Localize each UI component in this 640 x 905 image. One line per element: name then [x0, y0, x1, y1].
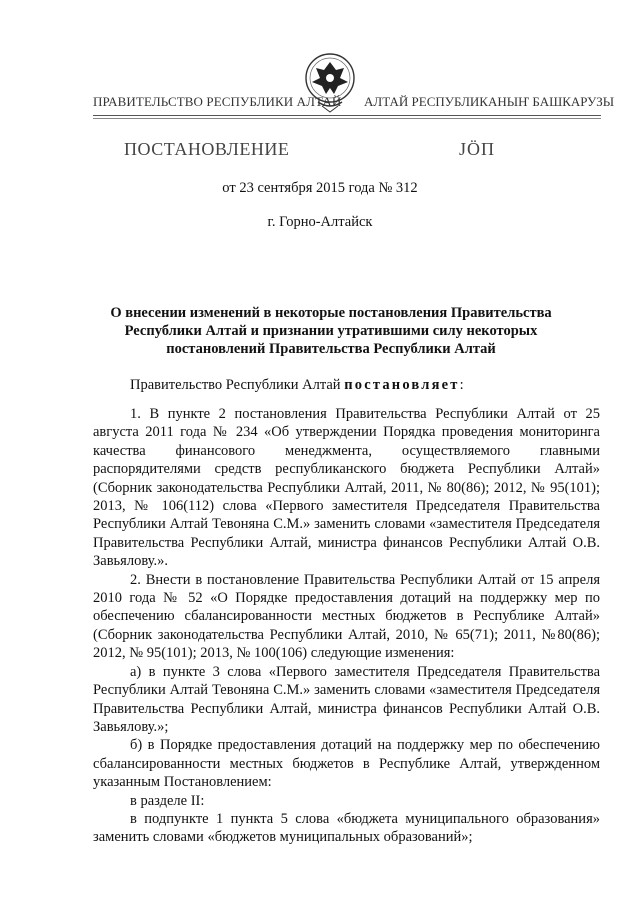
government-name-altai: АЛТАЙ РЕСПУБЛИКАНЫҤ БАШКАРУЗЫ: [364, 94, 615, 109]
header-rule-secondary: [93, 118, 601, 119]
preamble-end: :: [459, 377, 464, 393]
preamble-emphasis: постановляет: [344, 377, 460, 393]
preamble-text: Правительство Республики Алтай: [130, 377, 345, 393]
header-rule: [93, 115, 601, 116]
document-type-russian: ПОСТАНОВЛЕНИЕ: [124, 139, 290, 159]
document-type-altai: ЈӦП: [459, 139, 496, 159]
government-name-russian: ПРАВИТЕЛЬСТВО РЕСПУБЛИКИ АЛТАЙ: [93, 94, 342, 109]
paragraph-2: 2. Внести в постановление Правительства Республики Алтай от 15 апреля 2010 года № 52 «О Порядке предоставления дотаций на поддержку мер по обеспечению сбалансированности местных бюджетов в Республике Алтай» (Сборник законодательства Республики Алтай, 2010, № 65(71); 2011, №80(86); 2012, № 95(101); 2013, № 100(106) следующие изменения:: [93, 571, 600, 662]
document-heading: О внесении изменений в некоторые постановления Правительства Республики Алтай и признании утратившими силу некоторых постановлений Правительства Республики Алтай: [110, 305, 552, 357]
document-body: [93, 405, 600, 847]
paragraph-2a: а) в пункте 3 слова «Первого заместителя Председателя Правительства Республики Алтай Тевоняна С.М.» заменить словами «заместителя Председателя Правительства Республики Алтай, министра финансов Республики Алтай О.В. Завьялову.»;: [93, 663, 600, 735]
paragraph-1: 1. В пункте 2 постановления Правительства Республики Алтай от 25 августа 2011 года № 234 «Об утверждении Порядка проведения мониторинга качества финансового менеджмента, осуществляемого главными распорядителями средств республиканского бюджета Республики Алтай» (Сборник законодательства Республики Алтай, 2011, № 80(86); 2012, № 95(101); 2013, № 106(112) слова «Первого заместителя Председателя Правительства Республики Алтай Тевоняна С.М.» заменить словами «заместителя Председателя Правительства Республики Алтай, министра финансов Республики Алтай О.В. Завьялову.».: [93, 406, 600, 570]
paragraph-2b: б) в Порядке предоставления дотаций на поддержку мер по обеспечению сбалансированности местных бюджетов в Республике Алтай, утвержденном указанным Постановлением:: [93, 737, 600, 791]
preamble: [130, 377, 464, 394]
paragraph-section-ii: в разделе II:: [130, 792, 205, 809]
date-and-number: от 23 сентября 2015 года № 312: [222, 180, 418, 196]
paragraph-subitem: в подпункте 1 пункта 5 слова «бюджета муниципального образования» заменить словами «бюджетов муниципальных образований»;: [93, 810, 600, 846]
city: г. Горно-Алтайск: [267, 214, 373, 230]
